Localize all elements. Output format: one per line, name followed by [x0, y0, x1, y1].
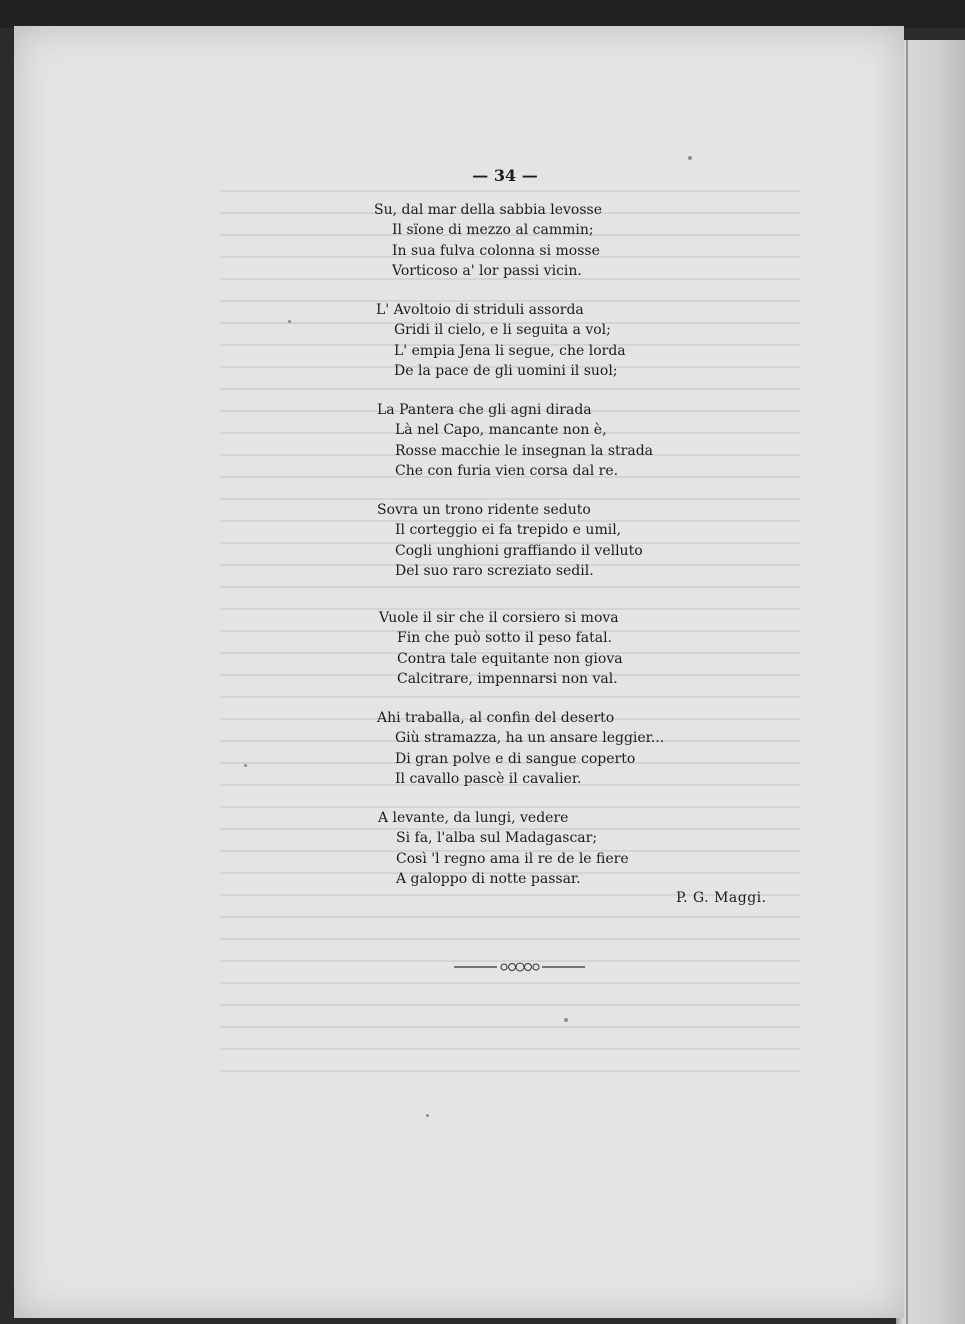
stanza-3: [377, 400, 653, 481]
verse-line: Ahi traballa, al confin del deserto: [377, 710, 615, 726]
verse-line: Giù stramazza, ha un ansare leggier...: [395, 730, 665, 747]
stanza-7: [378, 808, 629, 889]
ink-spot: [244, 764, 247, 767]
verse-line: Rosse macchie le insegnan la strada: [395, 442, 654, 459]
page-number: — 34 —: [472, 166, 538, 185]
verse-line: Su, dal mar della sabbia levosse: [374, 202, 602, 218]
verse-line: Del suo raro screziato sedil.: [395, 562, 594, 579]
stanza-4: [377, 500, 643, 581]
verse-line: Vorticoso a' lor passi vicin.: [392, 262, 582, 279]
verse-line: Vuole il sir che il corsiero si mova: [379, 610, 619, 626]
verse-line: Gridi il cielo, e li seguita a vol;: [394, 322, 611, 339]
ink-spot: [688, 156, 692, 160]
verse-line: Il sïone di mezzo al cammin;: [392, 222, 594, 239]
verse-line: Così 'l regno ama il re de le fiere: [396, 850, 629, 867]
ornament-divider-icon: [452, 960, 587, 974]
verse-line: Il corteggio ei fa trepido e umil,: [395, 522, 622, 539]
stanza-5: [379, 608, 623, 689]
verse-line: L' empia Jena li segue, che lorda: [394, 342, 626, 359]
verse-line: La Pantera che gli agni dirada: [377, 402, 592, 418]
verse-line: Fin che può sotto il peso fatal.: [397, 630, 612, 647]
stanza-2: [376, 300, 626, 381]
verse-line: A galoppo di notte passar.: [396, 870, 581, 887]
ink-spot: [564, 1018, 568, 1022]
page-gutter-line: [906, 40, 908, 1324]
verse-line: L' Avoltoio di striduli assorda: [376, 302, 584, 318]
verse-line: Contra tale equitante non giova: [397, 650, 623, 667]
verse-line: De la pace de gli uomini il suol;: [394, 362, 618, 379]
author-signature: P. G. Maggi.: [676, 890, 767, 906]
verse-line: Cogli unghioni graffiando il velluto: [395, 542, 643, 559]
stanza-1: [374, 200, 602, 281]
verse-line: Là nel Capo, mancante non è,: [395, 422, 607, 439]
ink-spot: [288, 320, 291, 323]
verse-line: In sua fulva colonna si mosse: [392, 242, 600, 259]
scan-top-border: [0, 0, 965, 28]
verse-line: Sovra un trono ridente seduto: [377, 502, 591, 518]
stanza-6: [377, 708, 664, 789]
verse-line: Si fa, l'alba sul Madagascar;: [396, 830, 598, 847]
ink-spot: [426, 1114, 429, 1117]
verse-line: Calcitrare, impennarsi non val.: [397, 670, 618, 687]
verse-line: Il cavallo pascè il cavalier.: [395, 770, 582, 787]
verse-line: Che con furia vien corsa dal re.: [395, 462, 619, 479]
verse-line: Di gran polve e di sangue coperto: [395, 750, 636, 767]
verse-line: A levante, da lungi, vedere: [378, 810, 569, 826]
